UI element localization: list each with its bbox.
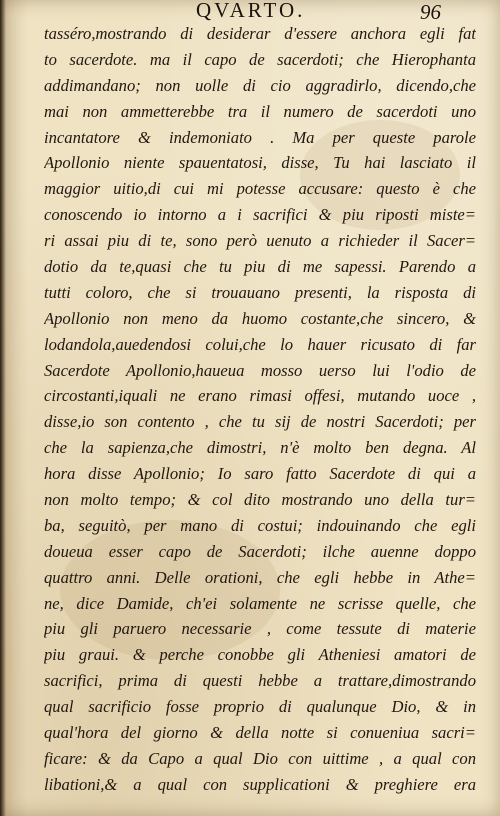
text-line: tutti coloro, che si trouauano presenti, la risposta di: [44, 282, 476, 302]
text-line: ne, dice Damide, ch'ei solamente ne scrisse quelle, che: [44, 593, 476, 613]
text-line: dotio da te,quasi che tu piu di me sapessi. Parendo a: [44, 257, 476, 277]
body-text: [44, 21, 476, 798]
text-line: sacrifici, prima di questi hebbe a trattare,dimostrando: [44, 671, 476, 691]
text-line: hora disse Apollonio; Io saro fatto Sacerdote di qui a: [44, 464, 476, 484]
text-line: quattro anni. Delle orationi, che egli hebbe in Athe=: [44, 567, 476, 587]
text-line: ri assai piu di te, sono però uenuto a richieder il Sacer=: [44, 231, 476, 251]
text-line: ficare: & da Capo a qual Dio con uittime , a qual con: [44, 748, 476, 768]
text-line: libationi,& a qual con supplicationi & preghiere era: [44, 774, 476, 794]
page-number: 96: [420, 0, 441, 24]
text-line: ba, seguitò, per mano di costui; indouinando che egli: [44, 515, 476, 535]
text-line: Apollonio non meno da huomo costante,che sincero, &: [44, 308, 476, 328]
text-line: Apollonio niente spauentatosi, disse, Tu hai lasciato il: [44, 153, 476, 173]
text-line: piu graui. & perche conobbe gli Atheniesi amatori de: [44, 645, 476, 665]
text-line: maggior uitio,di cui mi potesse accusare: questo è che: [44, 179, 476, 199]
page-gutter-shadow: [0, 0, 6, 816]
text-line: qual sacrificio fosse proprio di qualunque Dio, & in: [44, 697, 476, 717]
text-line: mai non ammetterebbe tra il numero de sacerdoti uno: [44, 101, 476, 121]
text-line: piu gli paruero necessarie , come tessute di materie: [44, 619, 476, 639]
text-line: doueua esser capo de Sacerdoti; ilche auenne doppo: [44, 541, 476, 561]
text-line: non molto tempo; & col dito mostrando uno della tur=: [44, 490, 476, 510]
text-line: incantatore & indemoniato . Ma per queste parole: [44, 127, 476, 147]
text-line: disse,io son contento , che tu sij de nostri Sacerdoti; per: [44, 412, 476, 432]
text-line: conoscendo io intorno a i sacrifici & piu riposti miste=: [44, 205, 476, 225]
text-line: to sacerdote. ma il capo de sacerdoti; che Hierophanta: [44, 49, 476, 69]
text-line: addimandano; non uolle di cio aggradirlo, dicendo,che: [44, 75, 476, 95]
text-line: tasséro,mostrando di desiderar d'essere anchora egli fat: [44, 24, 476, 43]
text-line: lodandola,auedendosi colui,che lo hauer ricusato di far: [44, 334, 476, 354]
text-line: che la sapienza,che dimostri, n'è molto ben degna. Al: [44, 438, 476, 458]
text-line: Sacerdote Apollonio,haueua mosso uerso lui l'odio de: [44, 360, 476, 380]
text-line: circostanti,iquali ne erano rimasi offesi, mutando uoce ,: [44, 386, 476, 406]
text-line: qual'hora del giorno & della notte si conueniua sacri=: [44, 723, 476, 743]
running-head: QVARTO.: [196, 0, 306, 22]
